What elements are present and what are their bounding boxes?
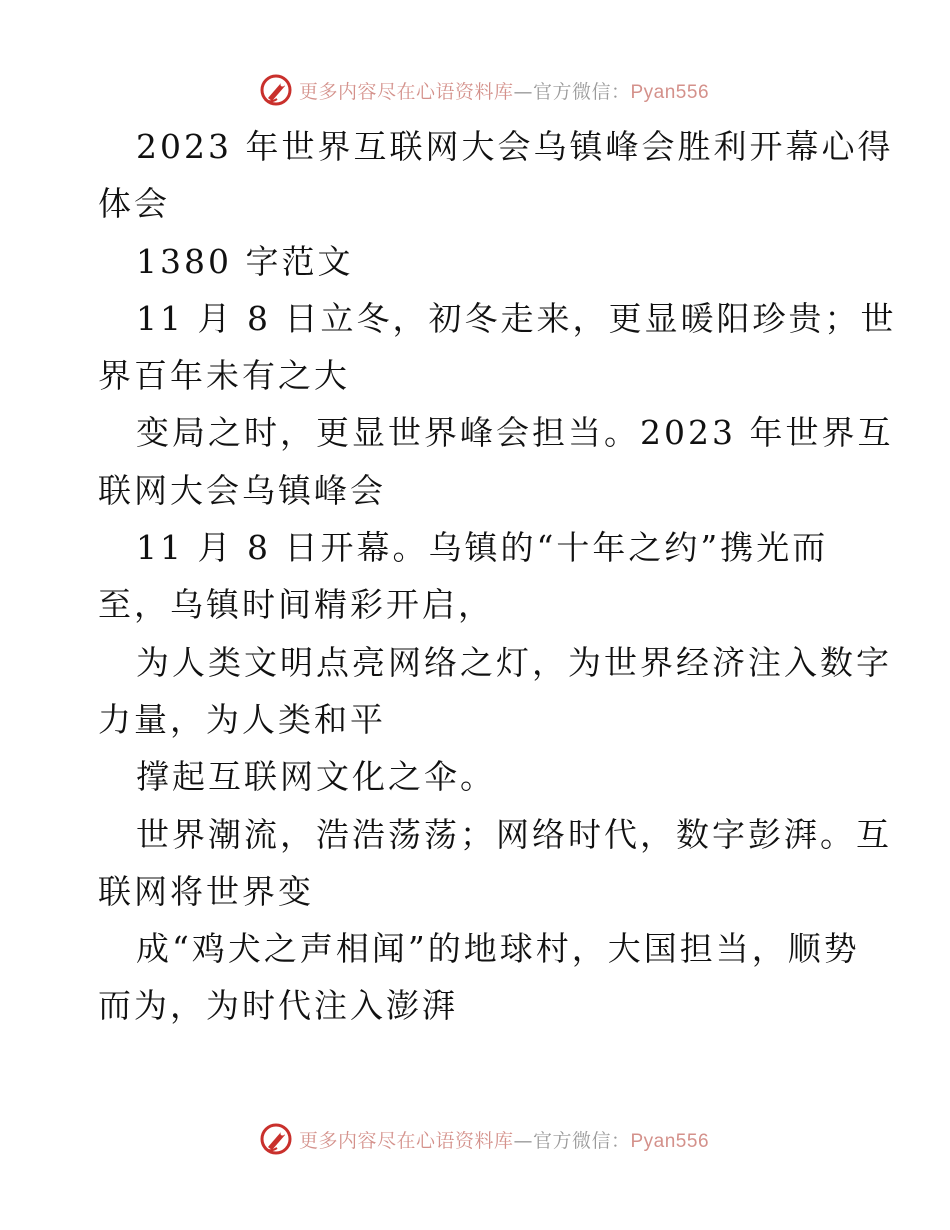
footer-banner-id: Pyan556	[630, 1130, 710, 1152]
footer-banner-inner	[259, 1122, 709, 1156]
footer-banner-main: 更多内容尽在心语资料库	[298, 1129, 514, 1152]
header-banner-wechat: 官方微信：	[532, 80, 631, 103]
body-line-title: 2023 年世界互联网大会乌镇峰会胜利开幕心得	[136, 127, 894, 166]
body-line: 界百年未有之大	[98, 356, 350, 396]
body-line: 而为，为时代注入澎湃	[98, 986, 458, 1026]
body-line: 为人类文明点亮网络之灯，为世界经济注入数字	[136, 642, 892, 682]
body-line: 撑起互联网文化之伞。	[136, 757, 496, 797]
footer-banner-text	[299, 1126, 709, 1153]
body-line: 联网大会乌镇峰会	[98, 470, 386, 510]
header-banner	[0, 70, 950, 110]
document-body	[98, 118, 897, 1035]
header-banner-text	[299, 77, 709, 104]
body-line: 联网将世界变	[98, 871, 314, 911]
footer-banner-sep: —	[513, 1129, 533, 1152]
body-line: 成“鸡犬之声相闻”的地球村，大国担当，顺势	[136, 929, 860, 969]
body-line: 体会	[98, 184, 170, 224]
body-line: 11 月 8 日开幕。乌镇的“十年之约”携光而	[136, 528, 829, 568]
pen-nib-logo-icon	[259, 1122, 293, 1156]
body-line-subtitle: 1380 字范文	[136, 241, 354, 281]
body-line: 世界潮流，浩浩荡荡；网络时代，数字彭湃。互	[136, 814, 892, 854]
header-banner-id: Pyan556	[630, 81, 710, 103]
footer-banner	[0, 1119, 950, 1159]
header-banner-main: 更多内容尽在心语资料库	[298, 80, 514, 103]
header-banner-inner	[259, 73, 709, 107]
footer-banner-wechat: 官方微信：	[532, 1129, 631, 1152]
header-banner-sep: —	[513, 80, 533, 103]
body-line: 11 月 8 日立冬，初冬走来，更显暖阳珍贵；世	[136, 298, 897, 338]
pen-nib-logo-icon	[259, 73, 293, 107]
body-line: 至，乌镇时间精彩开启，	[98, 585, 494, 625]
body-line: 变局之时，更显世界峰会担当。2023 年世界互	[136, 413, 894, 453]
body-line: 力量，为人类和平	[98, 699, 386, 739]
